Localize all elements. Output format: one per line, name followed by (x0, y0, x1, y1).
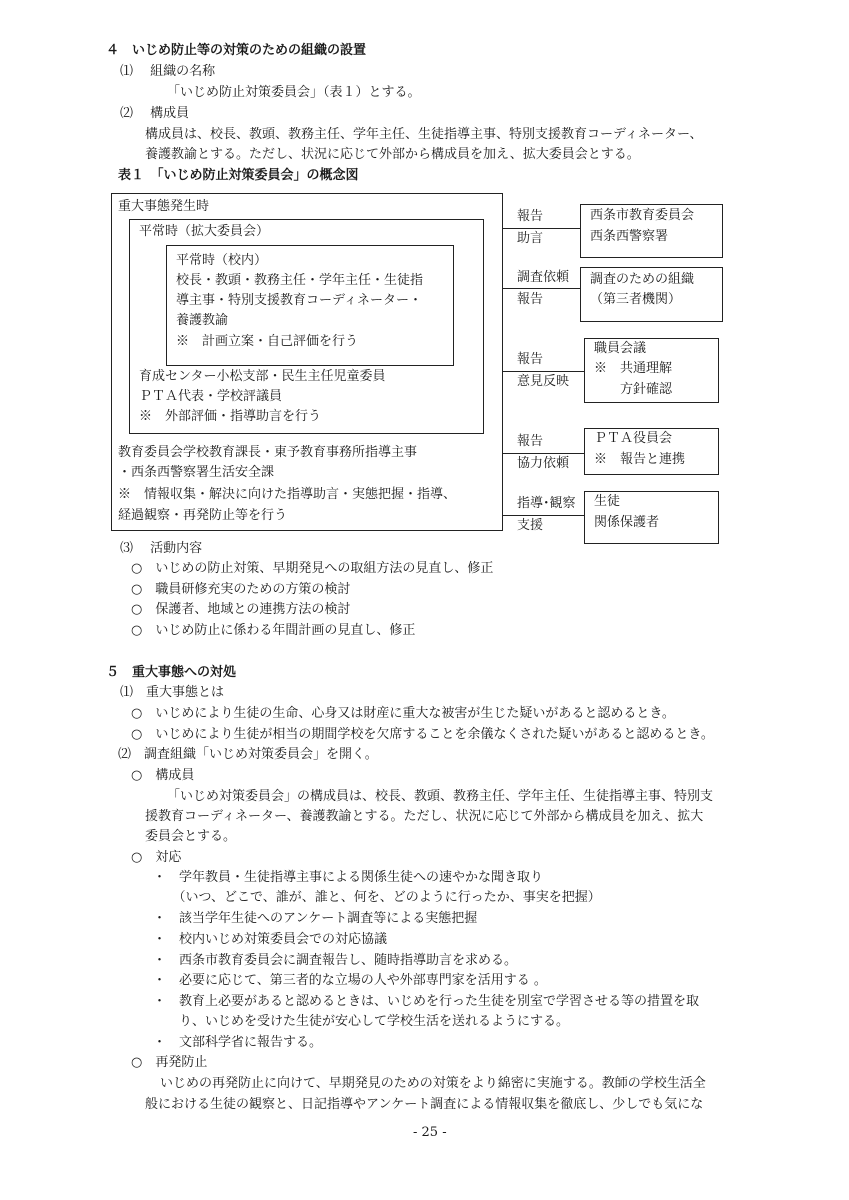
link-box-line: 方針確認 (594, 382, 673, 397)
section4-item2-text-1: 構成員は、校長、教頭、教務主任、学年主任、生徒指導主事、特別支援教育コーディネーター、 (145, 127, 703, 142)
link-box-line: （第三者機関） (590, 292, 682, 307)
link-box-line: 職員会議 (594, 341, 647, 356)
activity-list-item: ○ 保護者、地域との連携方法の検討 (131, 602, 351, 617)
diagram-inner-line: 平常時（校内） (176, 253, 268, 268)
link-label-top: 報告 (517, 209, 544, 224)
response-line: ・ 教育上必要があると認めるときは、いじめを行った生徒を別室で学習させる等の措置を取 (153, 994, 700, 1009)
connector-line (503, 515, 584, 516)
diagram-outer-title: 重大事態発生時 (118, 199, 210, 214)
response-line: ・ 該当学年生徒へのアンケート調査等による実態把握 (153, 911, 478, 926)
page-number: - 25 - (413, 1125, 447, 1140)
prevention-label: ○ 再発防止 (131, 1055, 208, 1070)
link-label-top: 報告 (517, 352, 544, 367)
diagram-middle-line: ※ 外部評価・指導助言を行う (139, 409, 322, 424)
serious-case-list-item: ○ いじめにより生徒の生命、心身又は財産に重大な被害が生じた疑いがあると認めるとき。 (131, 706, 675, 721)
link-label-top: 調査依頼 (517, 270, 570, 285)
link-label-bottom: 意見反映 (517, 374, 570, 389)
diagram-inner-line: ※ 計画立案・自己評価を行う (176, 334, 359, 349)
link-box-line: ＰＴＡ役員会 (594, 431, 673, 446)
connector-line (503, 371, 584, 372)
serious-case-list-item: ○ いじめにより生徒が相当の期間学校を欠席することを余儀なくされた疑いがあると認めるとき。 (131, 727, 714, 742)
table-title: 表１ 「いじめ防止対策委員会」の概念図 (118, 168, 359, 183)
diagram-middle-line: ＰＴＡ代表・学校評議員 (139, 389, 283, 404)
prevention-text-1: いじめの再発防止に向けて、早期発見のための対策をより綿密に実施する。教師の学校生活全 (160, 1076, 706, 1091)
response-line: ・ 文部科学省に報告する。 (153, 1035, 323, 1050)
section4-item2-text-2: 養護教諭とする。ただし、状況に応じて外部から構成員を加え、拡大委員会とする。 (145, 147, 640, 162)
link-box-line: ※ 共通理解 (594, 361, 673, 376)
connector-line (503, 288, 580, 289)
diagram-outer-line: ・西条西警察署生活安全課 (118, 465, 275, 480)
diagram-outer-line: ※ 情報収集・解決に向けた指導助言・実態把握・指導、 (118, 487, 457, 502)
link-label-top: 報告 (517, 434, 544, 449)
link-box-line: ※ 報告と連携 (594, 452, 686, 467)
link-label-bottom: 助言 (517, 231, 544, 246)
section5-heading: ５ 重大事態への対処 (106, 665, 237, 680)
connector-line (503, 228, 580, 229)
response-label: ○ 対応 (131, 850, 182, 865)
diagram-inner-line: 養護教諭 (176, 313, 229, 328)
response-line: ・ 学年教員・生徒指導主事による関係生徒への速やかな聞き取り (153, 870, 544, 885)
diagram-outer-line: 経過観察・再発防止等を行う (118, 508, 288, 523)
link-box-line: 西条市教育委員会 (590, 208, 695, 223)
section4-item2-label: ⑵ 構成員 (120, 106, 190, 121)
response-line: ・ 必要に応じて、第三者的な立場の人や外部専門家を活用する 。 (153, 973, 547, 988)
link-label-bottom: 協力依頼 (517, 456, 570, 471)
members-text-3: 委員会とする。 (145, 829, 237, 844)
diagram-inner-line: 校長・教頭・教務主任・学年主任・生徒指 (176, 273, 424, 288)
link-box-line: 生徒 (594, 494, 621, 509)
members-text-2: 援教育コーディネーター、養護教諭とする。ただし、状況に応じて外部から構成員を加え、拡大 (145, 809, 704, 824)
prevention-text-2: 般における生徒の観察と、日記指導やアンケート調査による情報収集を徹底し、少しでも気にな (145, 1097, 704, 1112)
link-box-line: 西条西警察署 (590, 229, 669, 244)
diagram-middle-line: 育成センター小松支部・民生主任児童委員 (139, 369, 386, 384)
link-label-top: 指導･観察 (517, 496, 576, 511)
response-line: （いつ、どこで、誰が、誰と、何を、どのように行ったか、事実を把握） (153, 890, 601, 905)
section4-heading: ４ いじめ防止等の対策のための組織の設置 (106, 43, 367, 58)
response-line: ・ 西条市教育委員会に調査報告し、随時指導助言を求める。 (153, 953, 518, 968)
activity-list-item: ○ 職員研修充実のための方策の検討 (131, 582, 351, 597)
section5-item2-label: ⑵ 調査組織「いじめ対策委員会」を開く。 (118, 747, 378, 762)
activity-list-item: ○ いじめ防止に係わる年間計画の見直し、修正 (131, 623, 416, 638)
response-line: り、いじめを受けた生徒が安心して学校生活を送れるようにする。 (153, 1014, 570, 1029)
link-label-bottom: 支援 (517, 518, 544, 533)
connector-line (503, 453, 584, 454)
members-text-1: 「いじめ対策委員会」の構成員は、校長、教頭、教務主任、学年主任、生徒指導主事、特別支 (167, 789, 714, 804)
section4-item1-label: ⑴ 組織の名称 (120, 64, 216, 79)
members-label: ○ 構成員 (131, 768, 195, 783)
link-label-bottom: 報告 (517, 292, 544, 307)
section4-item1-text: 「いじめ防止対策委員会」（表１）とする。 (167, 85, 421, 100)
diagram-outer-line: 教育委員会学校教育課長・東予教育事務所指導主事 (118, 445, 418, 460)
response-line: ・ 校内いじめ対策委員会での対応協議 (153, 932, 388, 947)
diagram-middle-title: 平常時（拡大委員会） (139, 224, 270, 239)
section4-item3-label: ⑶ 活動内容 (120, 541, 203, 556)
activity-list-item: ○ いじめの防止対策、早期発見への取組方法の見直し、修正 (131, 561, 494, 576)
diagram-inner-line: 導主事・特別支援教育コーディネーター・ (176, 293, 422, 308)
section5-item1-label: ⑴ 重大事態とは (120, 685, 225, 700)
link-box-line: 調査のための組織 (590, 272, 695, 287)
link-box-line: 関係保護者 (594, 515, 660, 530)
